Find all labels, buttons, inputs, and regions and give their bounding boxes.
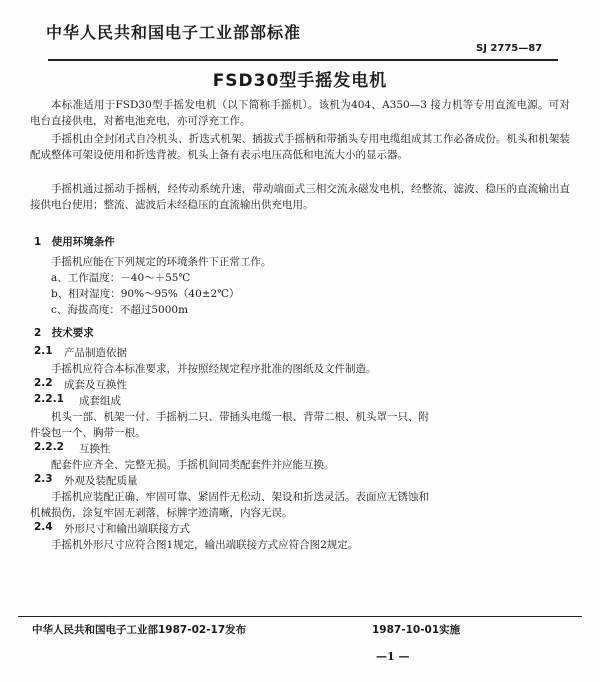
- page-number: —1 —: [376, 650, 410, 663]
- section-2-3-text-2: 机械损伤，涂复牢固无剥落，标牌字迹清晰，内容无误。: [30, 507, 293, 519]
- issue-statement: 中华人民共和国电子工业部1987-02-17发布: [32, 624, 247, 636]
- section-2-2-1-text-1: 机头一部、机架一付、手摇柄二只、带插头电缆一根、背带二根、机头罩一只、附: [51, 411, 429, 423]
- section-2-3-title: 外观及装配质量: [64, 475, 138, 487]
- section-2-2-2-title: 互换性: [79, 443, 111, 455]
- env-item-humidity: b、相对湿度：90%～95%（40±2℃）: [51, 288, 240, 300]
- section-2-heading: 2 技术要求: [34, 327, 94, 339]
- section-2-2-title: 成套及互换性: [64, 379, 127, 391]
- standard-code: SJ 2775—87: [476, 43, 543, 54]
- intro-paragraph-2: 手摇机由全封闭式自冷机头、折迭式机架、插拔式手摇柄和带插头专用电缆组成其工作必备成份。机头和机架装配成整体可架设使用和折迭背被。机头上备有表示电压高低和电流大小的显示器。: [30, 133, 570, 161]
- section-2-1-title: 产品制造依据: [64, 347, 127, 359]
- intro-paragraph-3: 手摇机通过摇动手摇柄，经传动系统升速，带动端面式三相交流永磁发电机，经整流、滤波、稳压的直流输出直接供电台使用；整流、滤波后未经稳压的直流输出供充电用。: [30, 183, 570, 211]
- section-2-4-text: 手摇机外形尺寸应符合图1规定，输出端联接方式应符合图2规定。: [51, 539, 359, 551]
- section-2-4-title: 外形尺寸和输出端联接方式: [64, 523, 190, 535]
- footer-rule: [18, 616, 582, 617]
- section-2-2-2-number: 2.2.2: [34, 441, 64, 453]
- section-1-lead: 手摇机应能在下列规定的环境条件下正常工作。: [51, 256, 272, 268]
- header-rule: [48, 59, 558, 61]
- env-item-altitude: c、海拔高度：不超过5000m: [51, 304, 189, 316]
- intro-paragraph-1: 本标准适用于FSD30型手摇发电机（以下简称手摇机）。该机为404、A350—3 接力机等专用直流电源。可对电台直接供电，对蓄电池充电，亦可浮充工作。: [30, 99, 570, 127]
- section-2-1-text: 手摇机应符合本标准要求，并按照经规定程序批准的图纸及文件制造。: [51, 363, 377, 375]
- section-2-2-1-text-2: 件袋包一个、胸带一根。: [30, 427, 146, 439]
- section-2-2-2-text: 配套件应齐全、完整无损。手摇机间同类配套件并应能互换。: [51, 459, 335, 471]
- section-2-3-number: 2.3: [34, 473, 53, 485]
- document-title: FSD30型手摇发电机: [212, 71, 388, 91]
- standard-header-title: 中华人民共和国电子工业部部标准: [46, 23, 302, 42]
- section-2-1-number: 2.1: [34, 345, 53, 357]
- section-2-3-text-1: 手摇机应装配正确、牢固可靠、紧固件无松动、架设和折迭灵活。表面应无锈蚀和: [51, 491, 429, 503]
- section-2-2-1-number: 2.2.1: [34, 393, 64, 405]
- section-2-4-number: 2.4: [34, 521, 53, 533]
- section-1-heading: 1 使用环境条件: [34, 236, 115, 248]
- section-2-2-number: 2.2: [34, 377, 53, 389]
- env-item-temperature: a、工作温度：－40～＋55℃: [51, 272, 191, 284]
- section-2-2-1-title: 成套组成: [79, 395, 121, 407]
- effective-date: 1987-10-01实施: [372, 624, 461, 636]
